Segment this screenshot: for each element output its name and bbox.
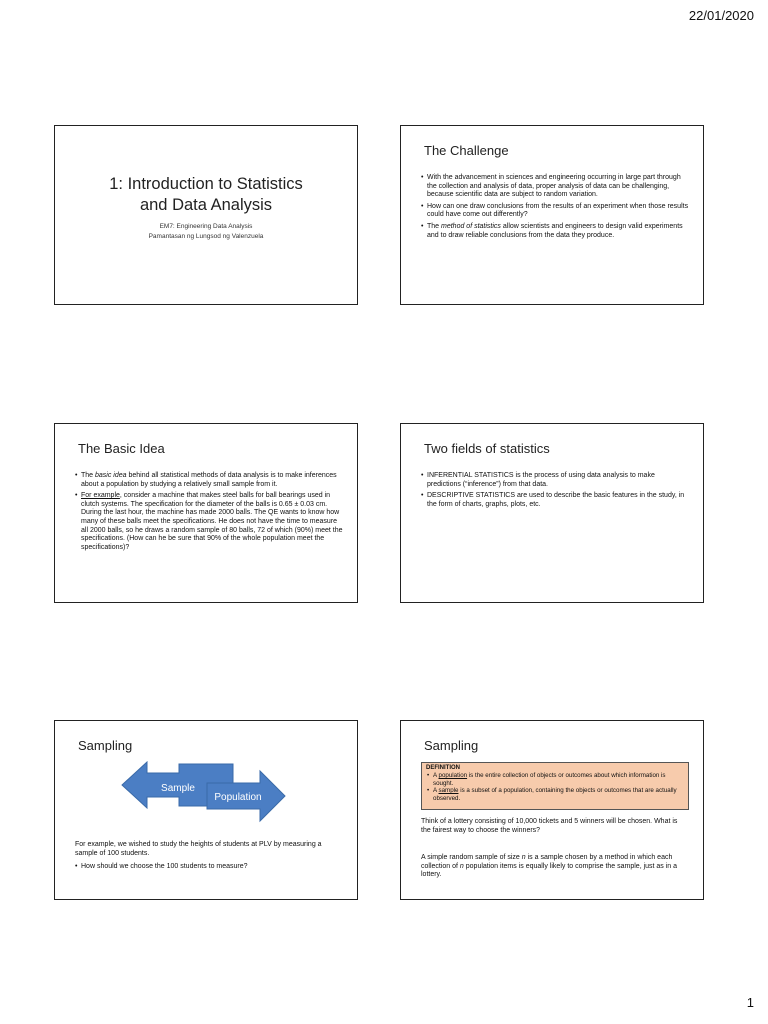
population-label: Population <box>214 792 262 803</box>
bullet-item: • For example, consider a machine that makes steel balls for ball bearings used in clutch systems. The specification for the diameter of the balls is 0.65 ± 0.03 cm. During the last hour, the machine has made 2000 balls. The QE wants to know how many of these balls meet the specifications. He does not have the time to measure all 2000 balls, so he draws a random sample of 80 balls, 72 of which (90%) meet the specifications. (How can he be sure that 90% of the whole population meet the specifications)? <box>75 492 343 552</box>
institution-name: Pamantasan ng Lungsod ng Valenzuela <box>148 233 264 240</box>
slide-5-sampling-diagram <box>54 720 358 900</box>
sample-population-arrows <box>55 761 358 841</box>
bullet-item: • How should we choose the 100 students to measure? <box>75 863 343 872</box>
bullet-item: • The method of statistics allow scientists and engineers to design valid experiments and to draw reliable conclusions from the data they produce. <box>421 223 689 240</box>
bullet-list <box>421 174 689 243</box>
slide-title: Sampling <box>78 738 133 753</box>
definition-heading: DEFINITION <box>426 765 460 771</box>
slide-title: Two fields of statistics <box>424 441 550 456</box>
sample-label: Sample <box>161 783 195 794</box>
presentation-title <box>55 174 357 216</box>
bullet-list <box>75 472 343 555</box>
bullet-item: • How can one draw conclusions from the results of an experiment when those results could have come out differently? <box>421 203 689 220</box>
simple-random-sample-definition: A simple random sample of size n is a sample chosen by a method in which each collection of n population items is equally likely to comprise the sample, just as in a lottery. <box>421 854 678 879</box>
title-line-2: and Data Analysis <box>139 196 273 214</box>
bullet-item: • With the advancement in sciences and engineering occurring in large part through the collection and analysis of data, proper analysis of data can be challenging, because scientific data are subject to random variation. <box>421 174 689 200</box>
course-name: EM7: Engineering Data Analysis <box>159 223 253 230</box>
bullet-item: • DESCRIPTIVE STATISTICS are used to describe the basic features in the study, in the form of charts, graphs, plots, etc. <box>421 492 689 509</box>
definition-item: • A population is the entire collection of objects or outcomes about which information is sought. <box>426 772 684 787</box>
slide-title: The Challenge <box>424 143 509 158</box>
slide-title: Sampling <box>424 738 479 753</box>
definition-box <box>421 762 689 810</box>
bullet-item: • The basic idea behind all statistical methods of data analysis is to make inferences about a population by studying a relatively small sample from it. <box>75 472 343 489</box>
slide-6-sampling-definition <box>400 720 704 900</box>
slide-3-basic-idea <box>54 423 358 603</box>
slide-1-title <box>54 125 358 305</box>
definition-list <box>426 772 684 802</box>
definition-item: • A sample is a subset of a population, containing the objects or outcomes that are actually observed. <box>426 787 684 802</box>
example-text: For example, we wished to study the heights of students at PLV by measuring a sample of 100 students. <box>75 841 322 857</box>
header-date: 22/01/2020 <box>688 8 754 23</box>
slide-2-the-challenge <box>400 125 704 305</box>
bullet-list <box>75 863 343 875</box>
page-number: 1 <box>746 995 754 1010</box>
title-line-1: 1: Introduction to Statistics <box>109 175 303 193</box>
slide-title: The Basic Idea <box>78 441 165 456</box>
slide-4-two-fields <box>400 423 704 603</box>
bullet-item: • INFERENTIAL STATISTICS is the process of using data analysis to make predictions (“inference”) from that data. <box>421 472 689 489</box>
bullet-list <box>421 472 689 512</box>
lottery-question: Think of a lottery consisting of 10,000 tickets and 5 winners will be chosen. What is the fairest way to choose the winners? <box>421 818 678 834</box>
